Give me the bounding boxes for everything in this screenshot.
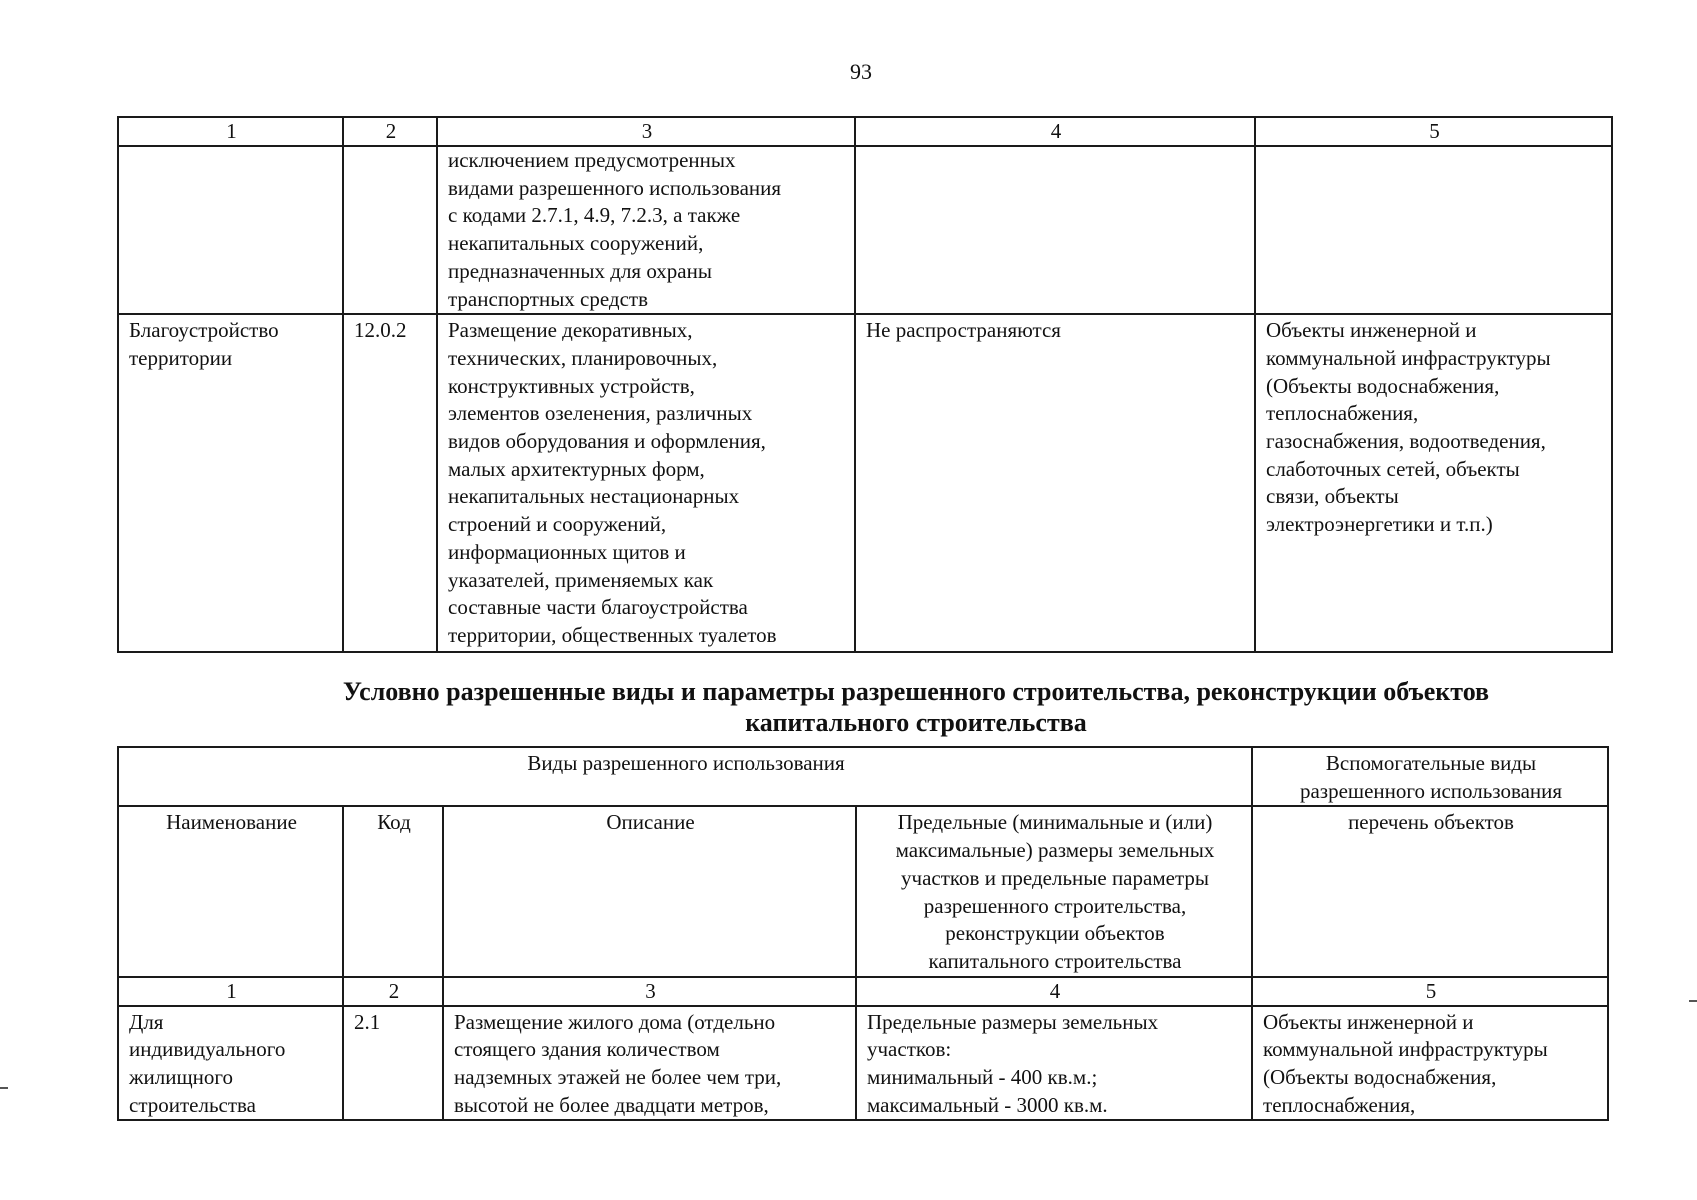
use-name-cell: Для индивидуального жилищного строительства xyxy=(118,1006,343,1121)
scan-edge-mark xyxy=(1689,1000,1697,1002)
use-description-cell: Размещение жилого дома (отдельно стоящего здания количеством надземных этажей не более чем три, высотой не более двадцати метров, xyxy=(443,1006,856,1121)
use-code-cell xyxy=(343,146,437,314)
group-header-auxiliary: Вспомогательные виды разрешенного использования xyxy=(1252,747,1608,806)
section-title: Условно разрешенные виды и параметры разрешенного строительства, реконструкции объектов капитального строительства xyxy=(342,677,1490,737)
column-number: 4 xyxy=(855,117,1255,146)
use-name-cell xyxy=(118,146,343,314)
column-number: 3 xyxy=(443,977,856,1006)
group-header-row xyxy=(118,747,1608,806)
header-name: Наименование xyxy=(118,806,343,976)
column-number: 5 xyxy=(1255,117,1612,146)
auxiliary-objects-cell xyxy=(1255,146,1612,314)
column-number: 3 xyxy=(437,117,855,146)
column-number-row xyxy=(118,117,1612,146)
auxiliary-objects-cell: Объекты инженерной и коммунальной инфраструктуры (Объекты водоснабжения, теплоснабжения, газоснабжения, водоотведения, слаботочных сетей, объекты связи, объекты электроэнергетики и т.п.) xyxy=(1255,314,1612,652)
column-number: 2 xyxy=(343,117,437,146)
permitted-uses-table-continued xyxy=(117,116,1613,653)
header-params: Предельные (минимальные и (или) максимальные) размеры земельных участков и предельные параметры разрешенного строительства, реконструкции объектов капитального строительства xyxy=(856,806,1252,976)
header-description: Описание xyxy=(443,806,856,976)
use-description-cell: исключением предусмотренных видами разрешенного использования с кодами 2.7.1, 4.9, 7.2.3, а также некапитальных сооружений, предназначенных для охраны транспортных средств xyxy=(437,146,855,314)
use-code-cell: 12.0.2 xyxy=(343,314,437,652)
column-header-row xyxy=(118,806,1608,976)
auxiliary-objects-cell: Объекты инженерной и коммунальной инфраструктуры (Объекты водоснабжения, теплоснабжения, xyxy=(1252,1006,1608,1121)
column-number: 1 xyxy=(118,117,343,146)
use-params-cell xyxy=(855,146,1255,314)
column-number: 1 xyxy=(118,977,343,1006)
use-params-cell: Не распространяются xyxy=(855,314,1255,652)
table-row xyxy=(118,1006,1608,1121)
use-code-cell: 2.1 xyxy=(343,1006,443,1121)
page-number: 93 xyxy=(850,59,872,84)
table-row xyxy=(118,146,1612,314)
scan-edge-mark xyxy=(0,1087,8,1089)
conditional-uses-table xyxy=(117,746,1609,1121)
table-row xyxy=(118,314,1612,652)
header-auxiliary: перечень объектов xyxy=(1252,806,1608,976)
column-number: 4 xyxy=(856,977,1252,1006)
use-description-cell: Размещение декоративных, технических, планировочных, конструктивных устройств, элементов озеленения, различных видов оборудования и оформления, малых архитектурных форм, некапитальных нестационарных строений и сооружений, информационных щитов и указателей, применяемых как составные части благоустройства территории, общественных туалетов xyxy=(437,314,855,652)
use-name-cell: Благоустройство территории xyxy=(118,314,343,652)
header-code: Код xyxy=(343,806,443,976)
column-number: 2 xyxy=(343,977,443,1006)
use-params-cell: Предельные размеры земельных участков: минимальный - 400 кв.м.; максимальный - 3000 кв.м. xyxy=(856,1006,1252,1121)
column-number: 5 xyxy=(1252,977,1608,1006)
group-header-main: Виды разрешенного использования xyxy=(118,747,1252,806)
column-number-row xyxy=(118,977,1608,1006)
